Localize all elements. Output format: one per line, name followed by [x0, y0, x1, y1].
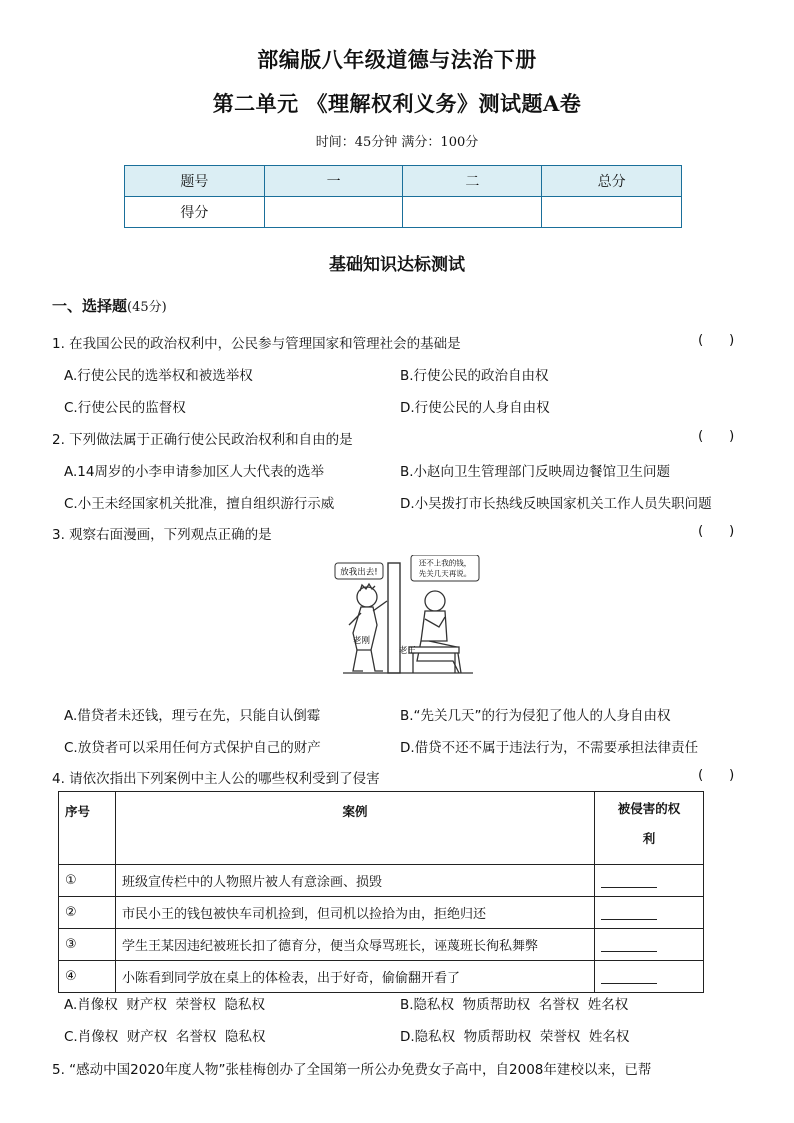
option: D.隐私权 物质帮助权 荣誉权 姓名权 [400, 1029, 630, 1045]
answer-paren: ( ) [698, 523, 735, 539]
table-row [59, 961, 704, 993]
speech-bubble-left: 放我出去! [340, 567, 378, 578]
option: D.行使公民的人身自由权 [400, 400, 550, 416]
option: B.行使公民的政治自由权 [400, 368, 549, 384]
option: C.行使公民的监督权 [64, 400, 186, 416]
score-cell: 题号 [125, 166, 265, 197]
col-header-number: 序号 [59, 792, 116, 865]
option: C.小王未经国家机关批准，擅自组织游行示威 [64, 496, 335, 512]
option: A.14周岁的小李申请参加区人大代表的选举 [64, 464, 324, 480]
speech-bubble-right-line1: 还不上我的钱， [418, 558, 472, 568]
row-number: ④ [59, 961, 116, 993]
score-table [124, 165, 682, 228]
answer-blank-cell [595, 897, 704, 929]
option: C.放贷者可以采用任何方式保护自己的财产 [64, 740, 321, 756]
question-5: 5. “感动中国2020年度人物”张桂梅创办了全国第一所公办免费女子高中，自2008年建校以来，已帮 [52, 1062, 652, 1078]
speech-bubble-right-line2: 先关几天再说。 [418, 569, 472, 578]
score-cell [264, 197, 403, 228]
row-number: ① [59, 865, 116, 897]
table-row [59, 897, 704, 929]
score-cell [542, 197, 682, 228]
answer-blank[interactable] [601, 937, 657, 952]
part-label: 一、选择题 [52, 297, 128, 315]
part-heading [52, 295, 167, 316]
table-row [59, 929, 704, 961]
score-row [125, 197, 682, 228]
answer-blank[interactable] [601, 969, 657, 984]
option: D.借贷不还不属于违法行为，不需要承担法律责任 [400, 740, 699, 756]
question-4: 4. 请依次指出下列案例中主人公的哪些权利受到了侵害 [52, 771, 380, 787]
answer-blank-cell [595, 961, 704, 993]
option: B.“先关几天”的行为侵犯了他人的人身自由权 [400, 708, 671, 724]
case-table [58, 791, 704, 993]
score-cell: 得分 [125, 197, 265, 228]
row-case: 小陈看到同学放在桌上的体检表，出于好奇，偷偷翻开看了 [116, 961, 595, 993]
row-number: ② [59, 897, 116, 929]
option: C.肖像权 财产权 名誉权 隐私权 [64, 1029, 266, 1045]
col-header-rights-line1: 被侵害的权 [617, 801, 681, 816]
cartoon-name-left: 老刚 [353, 636, 371, 646]
score-header-row [125, 166, 682, 197]
figure-left [349, 584, 387, 671]
option: A.肖像权 财产权 荣誉权 隐私权 [64, 997, 266, 1013]
answer-blank[interactable] [601, 905, 657, 920]
exam-meta: 时间：45分钟 满分：100分 [315, 135, 479, 150]
col-header-rights [595, 792, 704, 865]
section-title: 基础知识达标测试 [329, 255, 465, 275]
answer-paren: ( ) [698, 332, 735, 348]
answer-blank[interactable] [601, 873, 657, 888]
score-cell: 总分 [542, 166, 682, 197]
score-cell [403, 197, 542, 228]
col-header-rights-line2: 利 [642, 831, 656, 846]
option: A.行使公民的选举权和被选举权 [64, 368, 253, 384]
answer-blank-cell [595, 865, 704, 897]
score-cell: 一 [264, 166, 403, 197]
row-case: 学生王某因违纪被班长扣了德育分，便当众辱骂班长，诬蔑班长徇私舞弊 [116, 929, 595, 961]
row-case: 班级宣传栏中的人物照片被人有意涂画、损毁 [116, 865, 595, 897]
case-table-header [59, 792, 704, 865]
figure-right [409, 591, 461, 673]
option: D.小吴拨打市长热线反映国家机关工作人员失职问题 [400, 496, 712, 512]
table-row [59, 865, 704, 897]
question-3: 3. 观察右面漫画，下列观点正确的是 [52, 527, 272, 543]
answer-blank-cell [595, 929, 704, 961]
question-2: 2. 下列做法属于正确行使公民政治权利和自由的是 [52, 432, 353, 448]
page-subtitle: 第二单元 《理解权利义务》测试题A卷 [212, 91, 582, 116]
cartoon-name-right: 老王 [399, 646, 417, 656]
row-case: 市民小王的钱包被快车司机捡到，但司机以捡拾为由，拒绝归还 [116, 897, 595, 929]
score-cell: 二 [403, 166, 542, 197]
answer-paren: ( ) [698, 767, 735, 783]
option: A.借贷者未还钱，理亏在先，只能自认倒霉 [64, 708, 321, 724]
question-1: 1. 在我国公民的政治权利中，公民参与管理国家和管理社会的基础是 [52, 336, 461, 352]
row-number: ③ [59, 929, 116, 961]
option: B.小赵向卫生管理部门反映周边餐馆卫生问题 [400, 464, 671, 480]
part-points: (45分) [127, 300, 167, 315]
col-header-case: 案例 [116, 792, 595, 865]
cartoon-illustration [333, 555, 483, 680]
page-title: 部编版八年级道德与法治下册 [257, 47, 537, 72]
answer-paren: ( ) [698, 428, 735, 444]
option: B.隐私权 物质帮助权 名誉权 姓名权 [400, 997, 629, 1013]
